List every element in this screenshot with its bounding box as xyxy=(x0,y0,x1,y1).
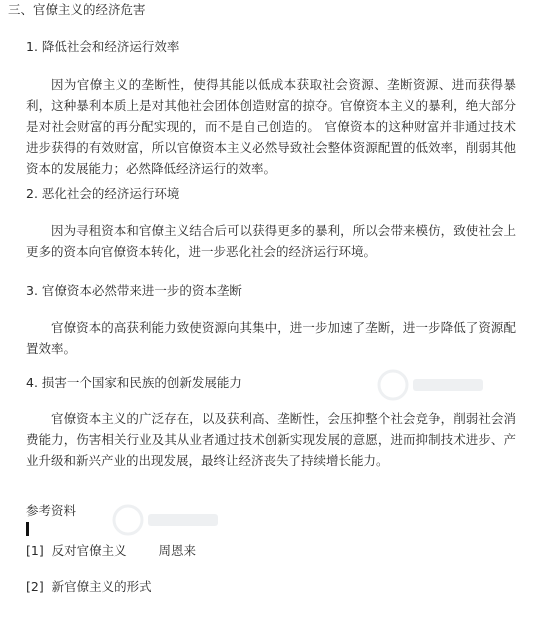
text-cursor xyxy=(26,522,29,536)
paragraph-1: 因为官僚主义的垄断性，使得其能以低成本获取社会资源、垄断资源、进而获得暴利，这种暴利本质上是对其他社会团体创造财富的掠夺。官僚资本主义的暴利，绝大部分是对社会财富的再分配实现的，而不是自己创造的。 官僚资本的这种财富并非通过技术进步获得的有效财富，所以官僚资本主义必然导致社会整体资源配置的低效率，削弱其他资本的发展能力；必然降低经济运行的效率。 xyxy=(26,77,516,176)
paragraph-3: 官僚资本的高获利能力致使资源向其集中，进一步加速了垄断，进一步降低了资源配置效率。 xyxy=(26,320,516,356)
reference-item-2[interactable]: [2] 新官僚主义的形式 xyxy=(26,579,152,594)
heading-4: 4. 损害一个国家和民族的创新发展能力 xyxy=(26,375,242,390)
heading-3: 3. 官僚资本必然带来进一步的资本垄断 xyxy=(26,283,242,298)
heading-1: 1. 降低社会和经济运行效率 xyxy=(26,39,180,54)
watermark-logo-icon xyxy=(110,500,230,540)
references-title: 参考资料 xyxy=(26,503,77,518)
paragraph-4: 官僚资本主义的广泛存在，以及获利高、垄断性，会压抑整个社会竞争，削弱社会消费能力，伤害相关行业及其从业者通过技术创新实现发展的意愿，进而抑制技术进步、产业升级和新兴产业的出现发展，最终让经济丧失了持续增长能力。 xyxy=(26,411,516,468)
section-title: 三、官僚主义的经济危害 xyxy=(8,2,146,17)
watermark-logo-icon xyxy=(375,365,495,405)
heading-2: 2. 恶化社会的经济运行环境 xyxy=(26,186,180,201)
reference-item-1[interactable]: [1] 反对官僚主义 周恩来 xyxy=(26,543,196,558)
paragraph-2: 因为寻租资本和官僚主义结合后可以获得更多的暴利，所以会带来模仿，致使社会上更多的资本向官僚资本转化，进一步恶化社会的经济运行环境。 xyxy=(26,223,516,259)
